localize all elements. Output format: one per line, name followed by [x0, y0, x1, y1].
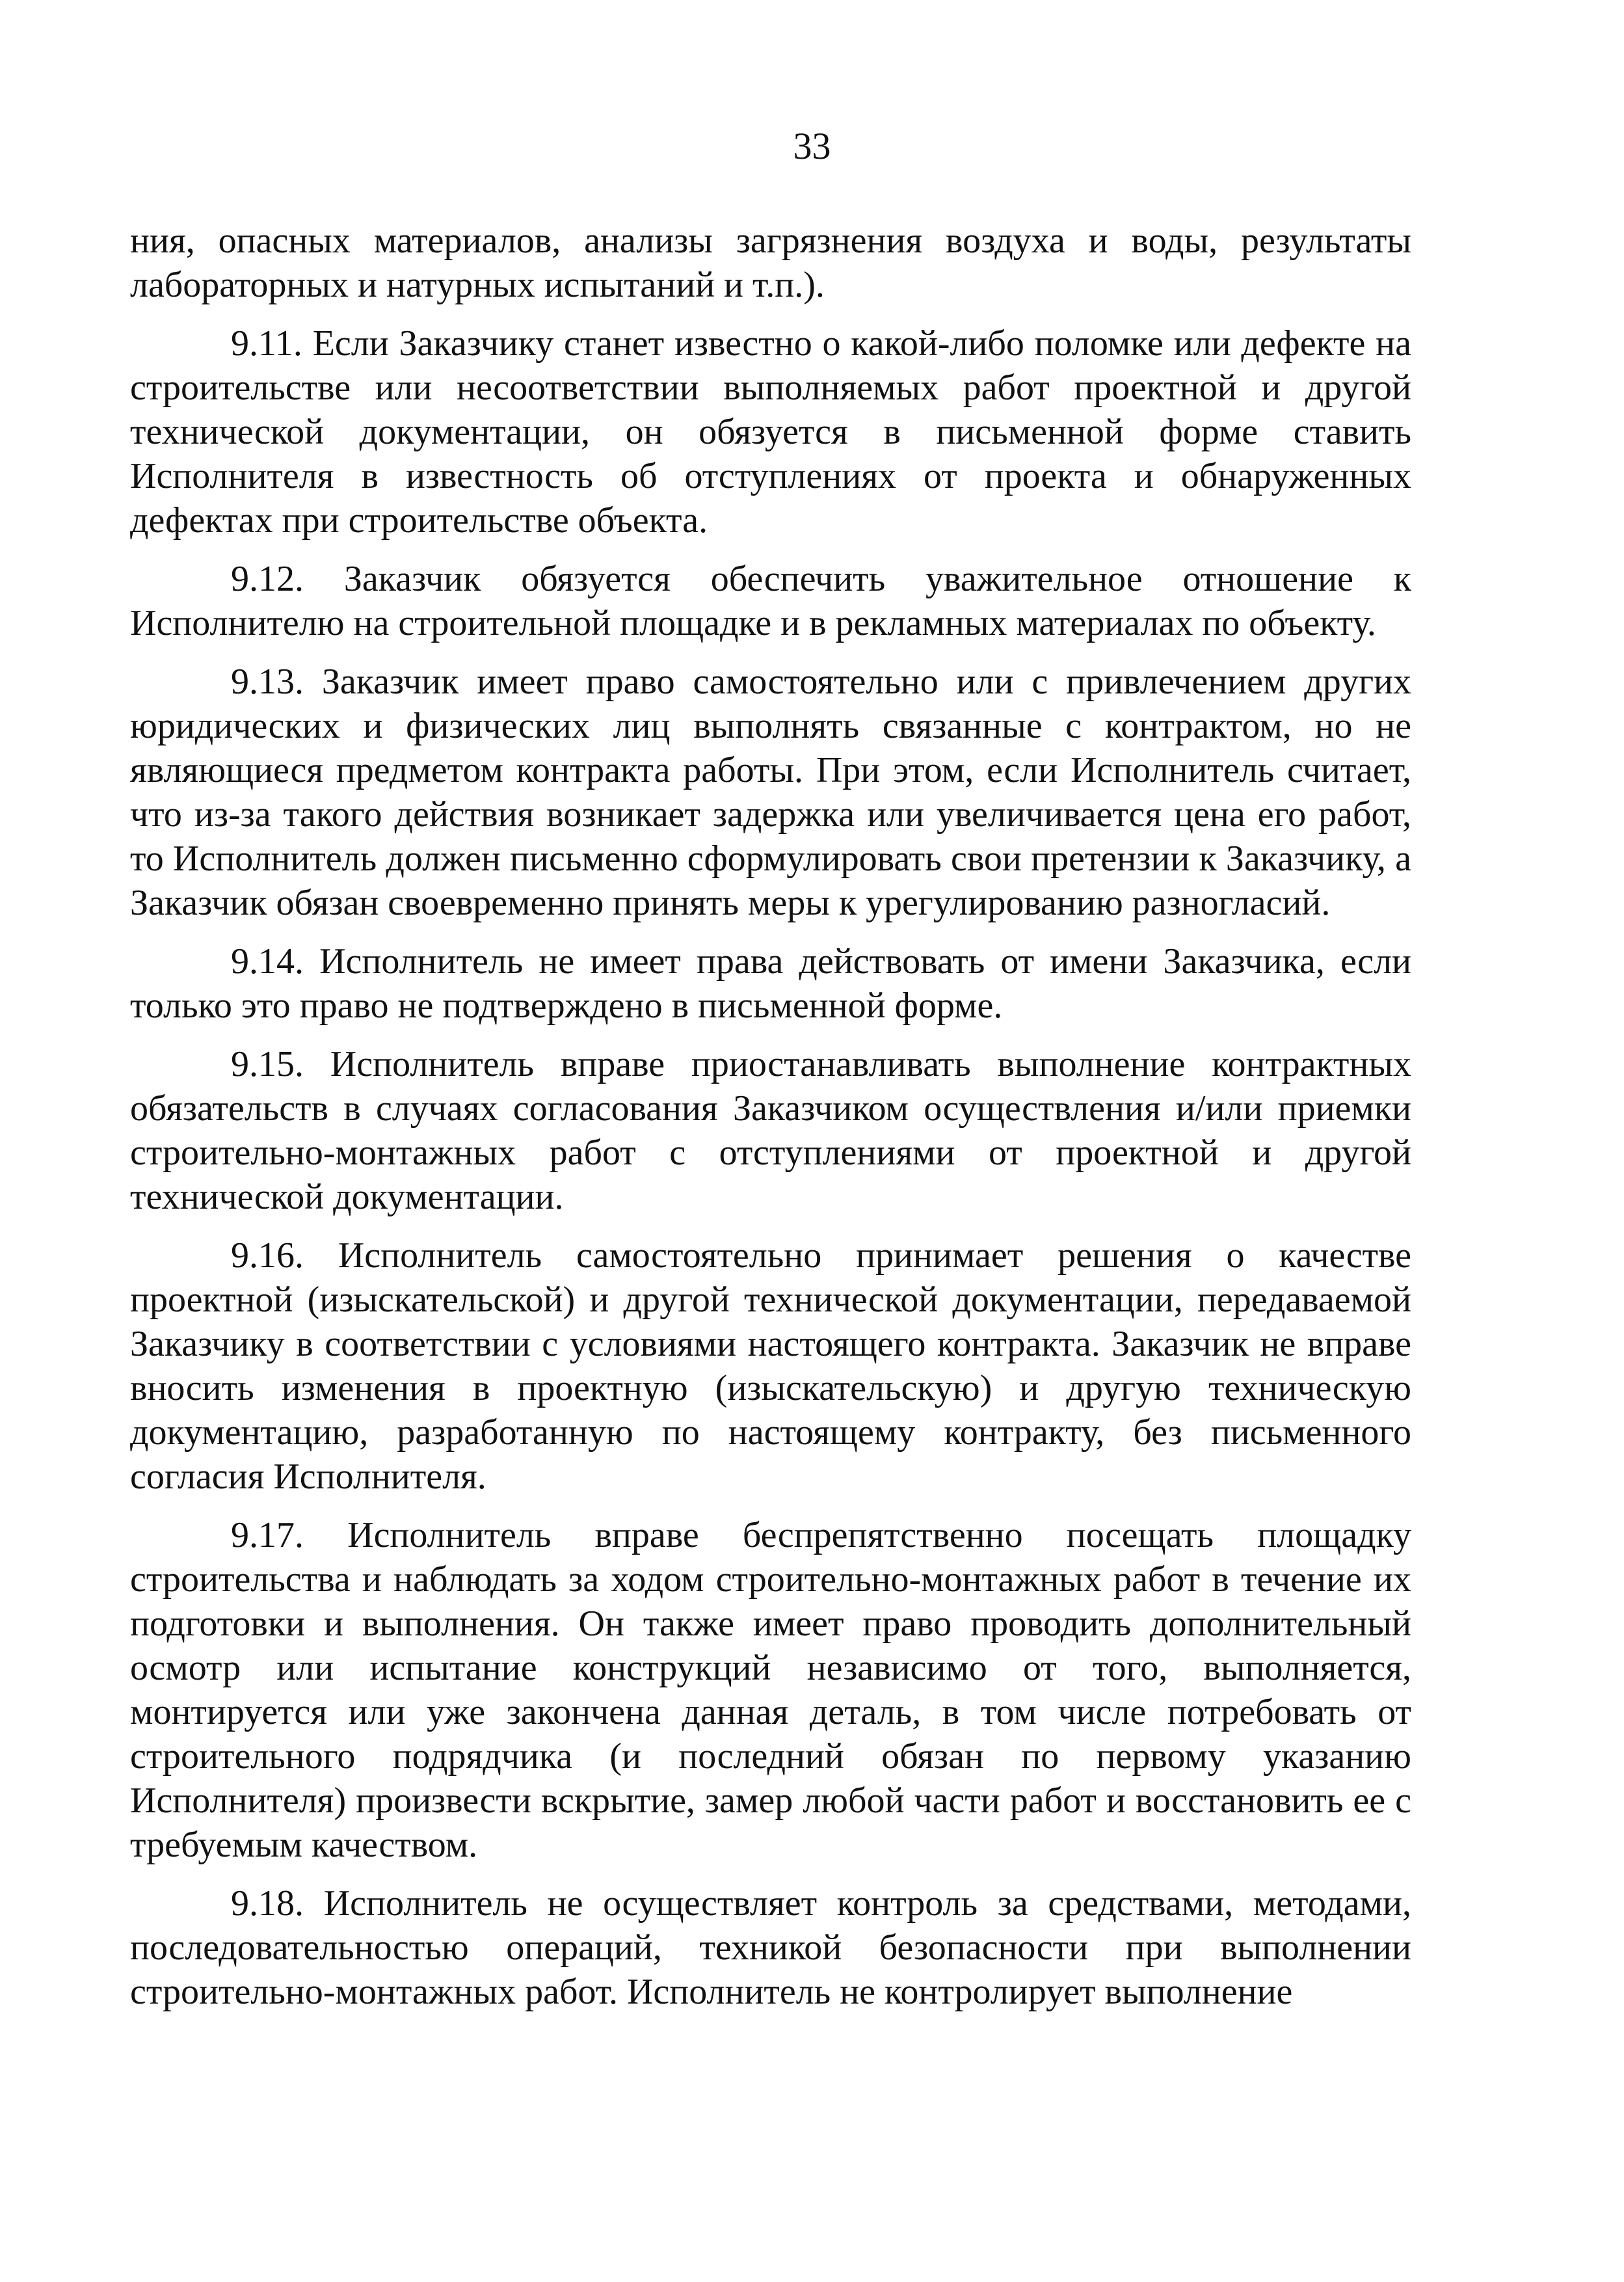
paragraph-9-15: 9.15. Исполнитель вправе приостанавливать выполнение контрактных обязательств в случаях согласования Заказчиком осуществления и/или приемки строительно-монтажных работ с отступлениями от проектной и другой технической документации. [130, 1044, 1411, 1217]
paragraph-9-17: 9.17. Исполнитель вправе беспрепятственно посещать площадку строительства и наблюдать за ходом строительно-монтажных работ в течение их подготовки и выполнения. Он также имеет право проводить дополнительный осмотр или испытание конструкций независимо от того, выполняется, монтируется или уже закончена данная деталь, в том числе потребовать от строительного подрядчика (и последний обязан по первому указанию Исполнителя) произвести вскрытие, замер любой части работ и восстановить ее с требуемым качеством. [130, 1515, 1411, 1865]
page-number: 33 [793, 125, 831, 167]
paragraph-9-11: 9.11. Если Заказчику станет известно о какой-либо поломке или дефекте на строительстве или несоответствии выполняемых работ проектной и другой технической документации, он обязуется в письменной форме ставить Исполнителя в известность об отступлениях от проекта и обнаруженных дефектах при строительстве объекта. [130, 323, 1411, 541]
paragraph-9-13: 9.13. Заказчик имеет право самостоятельно или с привлечением других юридических и физических лиц выполнять связанные с контрактом, но не являющиеся предметом контракта работы. При этом, если Исполнитель считает, что из-за такого действия возникает задержка или увеличивается цена его работ, то Исполнитель должен письменно сформулировать свои претензии к Заказчику, а Заказчик обязан своевременно принять меры к урегулированию разногласий. [130, 662, 1411, 923]
paragraph-9-16: 9.16. Исполнитель самостоятельно принимает решения о качестве проектной (изыскательской) и другой технической документации, передаваемой Заказчику в соответствии с условиями настоящего контракта. Заказчик не вправе вносить изменения в проектную (изыскательскую) и другую техническую документацию, разработанную по настоящему контракту, без письменного согласия Исполнителя. [130, 1235, 1411, 1497]
paragraph-9-18: 9.18. Исполнитель не осуществляет контроль за средствами, методами, последовательностью операций, техникой безопасности при выполнении строительно-монтажных работ. Исполнитель не контролирует выполнение [130, 1883, 1411, 2012]
paragraph-9-14: 9.14. Исполнитель не имеет права действовать от имени Заказчика, если только это право не подтверждено в письменной форме. [130, 941, 1411, 1026]
paragraph-9-12: 9.12. Заказчик обязуется обеспечить уважительное отношение к Исполнителю на строительной площадке и в рекламных материалах по объекту. [130, 559, 1411, 643]
paragraph-continuation: ния, опасных материалов, анализы загрязнения воздуха и воды, результаты лабораторных и натурных испытаний и т.п.). [130, 221, 1411, 305]
document-body [130, 219, 1411, 2028]
